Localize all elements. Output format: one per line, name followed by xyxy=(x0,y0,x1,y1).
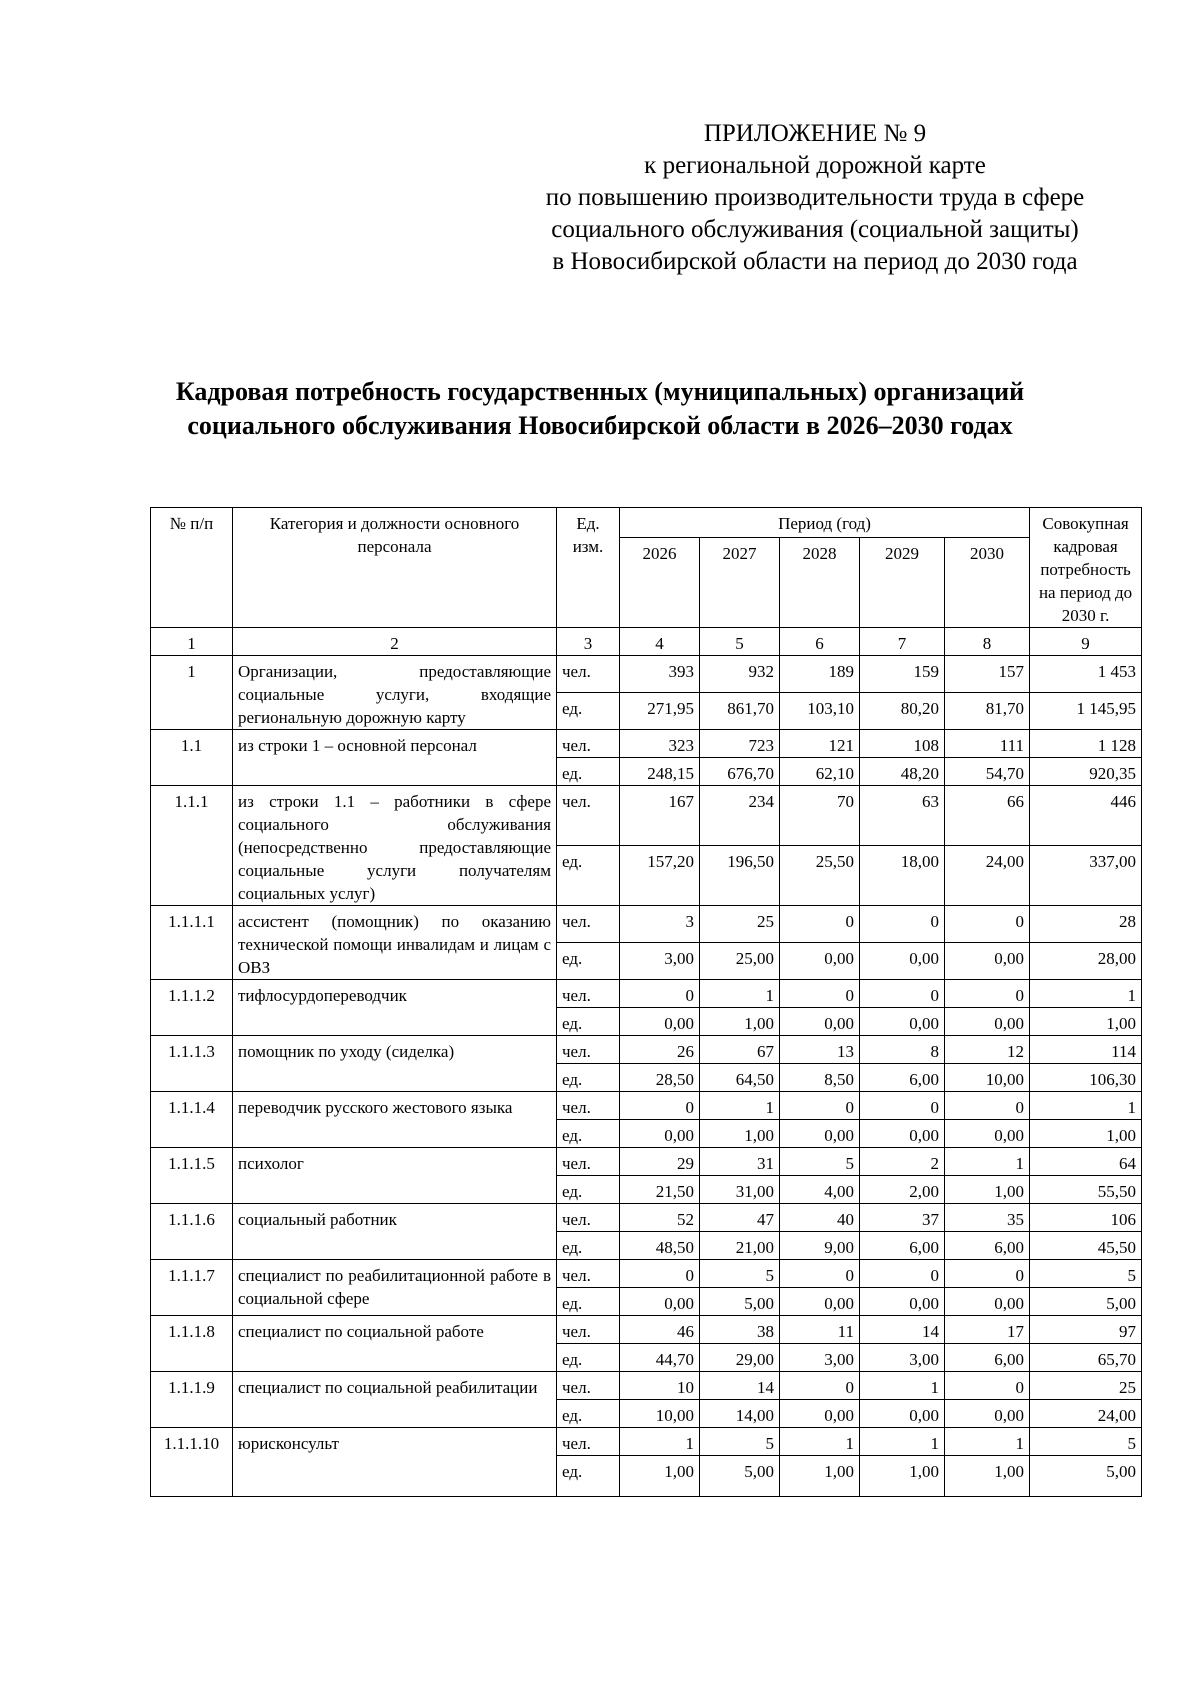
ed-value-2030: 6,00 xyxy=(945,1232,1030,1260)
chel-unit-cell: чел. xyxy=(557,980,620,1008)
ed-value-2027: 196,50 xyxy=(700,846,780,906)
header-year: 2027 xyxy=(700,538,780,628)
ed-value-2030: 0,00 xyxy=(945,1008,1030,1036)
chel-value-2026: 0 xyxy=(620,1260,700,1288)
chel-value-2029: 108 xyxy=(860,730,945,758)
row-name: помощник по уходу (сиделка) xyxy=(233,1036,557,1092)
table-row xyxy=(151,1204,1142,1232)
row-number: 1.1.1.1 xyxy=(151,906,233,980)
table-row xyxy=(151,1148,1142,1176)
ed-value-2028: 0,00 xyxy=(780,943,860,980)
chel-value-2029: 8 xyxy=(860,1036,945,1064)
ed-value-2030: 0,00 xyxy=(945,1120,1030,1148)
row-name: социальный работник xyxy=(233,1204,557,1260)
ed-total-cell: 65,70 xyxy=(1030,1344,1142,1372)
ed-value-2027: 1,00 xyxy=(700,1120,780,1148)
ed-value-2026: 10,00 xyxy=(620,1400,700,1428)
chel-value-2028: 5 xyxy=(780,1148,860,1176)
document-title xyxy=(100,375,1100,443)
chel-value-2030: 0 xyxy=(945,980,1030,1008)
chel-value-2028: 13 xyxy=(780,1036,860,1064)
ed-unit-cell: ед. xyxy=(557,693,620,730)
chel-unit-cell: чел. xyxy=(557,1036,620,1064)
chel-value-2029: 1 xyxy=(860,1372,945,1400)
chel-value-2026: 393 xyxy=(620,656,700,693)
chel-unit-cell: чел. xyxy=(557,1148,620,1176)
column-number: 8 xyxy=(945,628,1030,656)
ed-value-2027: 1,00 xyxy=(700,1008,780,1036)
ed-unit-cell: ед. xyxy=(557,1120,620,1148)
ed-total-cell: 5,00 xyxy=(1030,1288,1142,1316)
table-row xyxy=(151,1372,1142,1400)
chel-value-2028: 0 xyxy=(780,1260,860,1288)
chel-value-2028: 11 xyxy=(780,1316,860,1344)
row-name: психолог xyxy=(233,1148,557,1204)
ed-total-cell: 55,50 xyxy=(1030,1176,1142,1204)
chel-unit-cell: чел. xyxy=(557,1092,620,1120)
chel-total-cell: 1 xyxy=(1030,980,1142,1008)
table-row xyxy=(151,1036,1142,1064)
ed-value-2028: 8,50 xyxy=(780,1064,860,1092)
chel-value-2027: 1 xyxy=(700,980,780,1008)
ed-value-2029: 6,00 xyxy=(860,1064,945,1092)
ed-total-cell: 45,50 xyxy=(1030,1232,1142,1260)
column-number: 1 xyxy=(151,628,233,656)
chel-value-2029: 2 xyxy=(860,1148,945,1176)
row-name: специалист по социальной реабилитации xyxy=(233,1372,557,1428)
header-total: Совокупная кадровая потребность на период до 2030 г. xyxy=(1030,508,1142,628)
header-category: Категория и должности основного персонала xyxy=(233,508,557,628)
chel-value-2026: 323 xyxy=(620,730,700,758)
ed-unit-cell: ед. xyxy=(557,1064,620,1092)
chel-total-cell: 5 xyxy=(1030,1260,1142,1288)
column-number: 2 xyxy=(233,628,557,656)
ed-value-2029: 0,00 xyxy=(860,1288,945,1316)
ed-value-2027: 14,00 xyxy=(700,1400,780,1428)
ed-total-cell: 1,00 xyxy=(1030,1120,1142,1148)
header-period: Период (год) xyxy=(620,508,1030,538)
chel-value-2027: 5 xyxy=(700,1260,780,1288)
chel-value-2028: 0 xyxy=(780,980,860,1008)
ed-unit-cell: ед. xyxy=(557,1176,620,1204)
chel-value-2030: 157 xyxy=(945,656,1030,693)
chel-value-2030: 66 xyxy=(945,786,1030,846)
chel-value-2028: 0 xyxy=(780,906,860,943)
ed-value-2030: 0,00 xyxy=(945,1288,1030,1316)
row-number: 1.1.1.8 xyxy=(151,1316,233,1372)
ed-total-cell: 24,00 xyxy=(1030,1400,1142,1428)
chel-total-cell: 25 xyxy=(1030,1372,1142,1400)
ed-value-2028: 0,00 xyxy=(780,1008,860,1036)
ed-value-2028: 103,10 xyxy=(780,693,860,730)
chel-value-2029: 1 xyxy=(860,1428,945,1456)
table-row xyxy=(151,1428,1142,1456)
chel-value-2026: 167 xyxy=(620,786,700,846)
chel-value-2028: 121 xyxy=(780,730,860,758)
header-row xyxy=(151,508,1142,538)
chel-value-2030: 0 xyxy=(945,1092,1030,1120)
ed-value-2026: 248,15 xyxy=(620,758,700,786)
chel-value-2026: 46 xyxy=(620,1316,700,1344)
annex-line: по повышению производительности труда в сфере xyxy=(545,184,1085,211)
table-row xyxy=(151,730,1142,758)
ed-unit-cell: ед. xyxy=(557,846,620,906)
chel-value-2027: 723 xyxy=(700,730,780,758)
chel-unit-cell: чел. xyxy=(557,1316,620,1344)
ed-value-2028: 25,50 xyxy=(780,846,860,906)
table-row xyxy=(151,656,1142,693)
ed-value-2027: 64,50 xyxy=(700,1064,780,1092)
ed-unit-cell: ед. xyxy=(557,1008,620,1036)
chel-unit-cell: чел. xyxy=(557,1204,620,1232)
ed-unit-cell: ед. xyxy=(557,1288,620,1316)
chel-value-2027: 47 xyxy=(700,1204,780,1232)
chel-value-2030: 12 xyxy=(945,1036,1030,1064)
chel-value-2026: 1 xyxy=(620,1428,700,1456)
chel-value-2028: 1 xyxy=(780,1428,860,1456)
chel-value-2027: 234 xyxy=(700,786,780,846)
ed-total-cell: 106,30 xyxy=(1030,1064,1142,1092)
ed-value-2027: 676,70 xyxy=(700,758,780,786)
row-name: ассистент (помощник) по оказанию технической помощи инвалидам и лицам с ОВЗ xyxy=(233,906,557,980)
row-name: специалист по реабилитационной работе в социальной сфере xyxy=(233,1260,557,1316)
ed-total-cell: 1 145,95 xyxy=(1030,693,1142,730)
chel-value-2028: 40 xyxy=(780,1204,860,1232)
chel-value-2028: 189 xyxy=(780,656,860,693)
chel-value-2026: 29 xyxy=(620,1148,700,1176)
ed-total-cell: 28,00 xyxy=(1030,943,1142,980)
ed-value-2029: 0,00 xyxy=(860,943,945,980)
title-line: Кадровая потребность государственных (муниципальных) организаций xyxy=(175,377,1025,406)
row-name: тифлосурдопереводчик xyxy=(233,980,557,1036)
ed-value-2029: 1,00 xyxy=(860,1456,945,1497)
ed-value-2028: 62,10 xyxy=(780,758,860,786)
chel-unit-cell: чел. xyxy=(557,906,620,943)
ed-value-2026: 0,00 xyxy=(620,1008,700,1036)
ed-value-2029: 48,20 xyxy=(860,758,945,786)
ed-value-2029: 6,00 xyxy=(860,1232,945,1260)
ed-value-2026: 157,20 xyxy=(620,846,700,906)
ed-value-2026: 21,50 xyxy=(620,1176,700,1204)
ed-value-2029: 80,20 xyxy=(860,693,945,730)
chel-value-2029: 159 xyxy=(860,656,945,693)
ed-value-2027: 21,00 xyxy=(700,1232,780,1260)
ed-unit-cell: ед. xyxy=(557,1400,620,1428)
ed-value-2028: 1,00 xyxy=(780,1456,860,1497)
row-number: 1.1.1.5 xyxy=(151,1148,233,1204)
annex-line: к региональной дорожной карте xyxy=(644,152,986,179)
ed-total-cell: 1,00 xyxy=(1030,1008,1142,1036)
ed-value-2026: 48,50 xyxy=(620,1232,700,1260)
row-number: 1.1.1.4 xyxy=(151,1092,233,1148)
annex-number: ПРИЛОЖЕНИЕ № 9 xyxy=(703,120,927,147)
chel-value-2026: 10 xyxy=(620,1372,700,1400)
ed-value-2026: 44,70 xyxy=(620,1344,700,1372)
row-number: 1.1.1.9 xyxy=(151,1372,233,1428)
chel-value-2026: 26 xyxy=(620,1036,700,1064)
annex-line: социального обслуживания (социальной защиты) xyxy=(551,216,1079,243)
ed-value-2026: 0,00 xyxy=(620,1120,700,1148)
chel-value-2030: 0 xyxy=(945,1260,1030,1288)
chel-unit-cell: чел. xyxy=(557,1372,620,1400)
chel-value-2028: 0 xyxy=(780,1372,860,1400)
chel-value-2026: 3 xyxy=(620,906,700,943)
chel-value-2026: 0 xyxy=(620,1092,700,1120)
ed-value-2029: 2,00 xyxy=(860,1176,945,1204)
chel-unit-cell: чел. xyxy=(557,730,620,758)
column-number: 5 xyxy=(700,628,780,656)
chel-value-2027: 31 xyxy=(700,1148,780,1176)
table-body xyxy=(151,508,1142,1497)
ed-unit-cell: ед. xyxy=(557,943,620,980)
table-row xyxy=(151,980,1142,1008)
table-row xyxy=(151,906,1142,943)
ed-value-2026: 0,00 xyxy=(620,1288,700,1316)
header-year: 2030 xyxy=(945,538,1030,628)
chel-value-2029: 37 xyxy=(860,1204,945,1232)
chel-total-cell: 97 xyxy=(1030,1316,1142,1344)
ed-value-2028: 0,00 xyxy=(780,1400,860,1428)
chel-value-2030: 1 xyxy=(945,1148,1030,1176)
chel-value-2029: 14 xyxy=(860,1316,945,1344)
row-number: 1.1.1.2 xyxy=(151,980,233,1036)
chel-value-2027: 932 xyxy=(700,656,780,693)
chel-total-cell: 64 xyxy=(1030,1148,1142,1176)
ed-unit-cell: ед. xyxy=(557,1232,620,1260)
annex-line: в Новосибирской области на период до 2030 года xyxy=(552,248,1078,275)
table-row xyxy=(151,786,1142,846)
ed-value-2027: 861,70 xyxy=(700,693,780,730)
chel-value-2030: 0 xyxy=(945,906,1030,943)
row-number: 1.1.1.6 xyxy=(151,1204,233,1260)
ed-value-2028: 3,00 xyxy=(780,1344,860,1372)
header-unit: Ед. изм. xyxy=(557,508,620,628)
chel-value-2027: 67 xyxy=(700,1036,780,1064)
row-name: Организации, предоставляющие социальные услуги, входящие региональную дорожную карту xyxy=(233,656,557,730)
chel-value-2029: 63 xyxy=(860,786,945,846)
ed-value-2030: 10,00 xyxy=(945,1064,1030,1092)
ed-value-2029: 0,00 xyxy=(860,1008,945,1036)
ed-value-2028: 4,00 xyxy=(780,1176,860,1204)
ed-value-2028: 0,00 xyxy=(780,1288,860,1316)
ed-value-2027: 29,00 xyxy=(700,1344,780,1372)
chel-value-2028: 0 xyxy=(780,1092,860,1120)
chel-value-2030: 35 xyxy=(945,1204,1030,1232)
chel-unit-cell: чел. xyxy=(557,656,620,693)
table-row xyxy=(151,1260,1142,1288)
ed-unit-cell: ед. xyxy=(557,758,620,786)
header-num: № п/п xyxy=(151,508,233,628)
chel-value-2030: 17 xyxy=(945,1316,1030,1344)
row-name: переводчик русского жестового языка xyxy=(233,1092,557,1148)
chel-value-2027: 25 xyxy=(700,906,780,943)
ed-total-cell: 920,35 xyxy=(1030,758,1142,786)
ed-value-2028: 9,00 xyxy=(780,1232,860,1260)
table-row xyxy=(151,1092,1142,1120)
chel-value-2027: 38 xyxy=(700,1316,780,1344)
ed-unit-cell: ед. xyxy=(557,1456,620,1497)
chel-total-cell: 1 453 xyxy=(1030,656,1142,693)
chel-value-2029: 0 xyxy=(860,906,945,943)
column-number: 6 xyxy=(780,628,860,656)
chel-value-2029: 0 xyxy=(860,980,945,1008)
chel-value-2028: 70 xyxy=(780,786,860,846)
staffing-table xyxy=(150,507,1142,1497)
chel-total-cell: 114 xyxy=(1030,1036,1142,1064)
annex-header xyxy=(500,118,1130,278)
ed-value-2026: 271,95 xyxy=(620,693,700,730)
row-number: 1.1.1.10 xyxy=(151,1428,233,1497)
chel-value-2030: 111 xyxy=(945,730,1030,758)
chel-value-2029: 0 xyxy=(860,1260,945,1288)
row-name: юрисконсульт xyxy=(233,1428,557,1497)
ed-value-2029: 3,00 xyxy=(860,1344,945,1372)
chel-unit-cell: чел. xyxy=(557,786,620,846)
table-row xyxy=(151,1316,1142,1344)
ed-value-2030: 0,00 xyxy=(945,1400,1030,1428)
ed-value-2027: 5,00 xyxy=(700,1456,780,1497)
chel-total-cell: 446 xyxy=(1030,786,1142,846)
chel-value-2027: 14 xyxy=(700,1372,780,1400)
chel-unit-cell: чел. xyxy=(557,1428,620,1456)
ed-value-2030: 1,00 xyxy=(945,1176,1030,1204)
ed-value-2029: 18,00 xyxy=(860,846,945,906)
ed-unit-cell: ед. xyxy=(557,1344,620,1372)
chel-value-2030: 1 xyxy=(945,1428,1030,1456)
ed-value-2026: 3,00 xyxy=(620,943,700,980)
row-name: из строки 1 – основной персонал xyxy=(233,730,557,786)
ed-value-2026: 28,50 xyxy=(620,1064,700,1092)
ed-value-2030: 54,70 xyxy=(945,758,1030,786)
row-number: 1.1.1 xyxy=(151,786,233,906)
chel-total-cell: 1 xyxy=(1030,1092,1142,1120)
chel-value-2026: 0 xyxy=(620,980,700,1008)
chel-total-cell: 5 xyxy=(1030,1428,1142,1456)
ed-value-2030: 81,70 xyxy=(945,693,1030,730)
ed-value-2030: 24,00 xyxy=(945,846,1030,906)
column-number: 3 xyxy=(557,628,620,656)
ed-value-2027: 5,00 xyxy=(700,1288,780,1316)
chel-total-cell: 1 128 xyxy=(1030,730,1142,758)
row-name: из строки 1.1 – работники в сфере социального обслуживания (непосредственно предоставляющие социальные услуги получателям социальных услуг) xyxy=(233,786,557,906)
row-number: 1.1 xyxy=(151,730,233,786)
header-year: 2028 xyxy=(780,538,860,628)
ed-value-2027: 31,00 xyxy=(700,1176,780,1204)
chel-value-2027: 5 xyxy=(700,1428,780,1456)
chel-value-2026: 52 xyxy=(620,1204,700,1232)
chel-value-2029: 0 xyxy=(860,1092,945,1120)
row-number: 1 xyxy=(151,656,233,730)
header-year: 2026 xyxy=(620,538,700,628)
ed-total-cell: 5,00 xyxy=(1030,1456,1142,1497)
title-line: социального обслуживания Новосибирской области в 2026–2030 годах xyxy=(187,411,1013,440)
chel-total-cell: 28 xyxy=(1030,906,1142,943)
column-number-row xyxy=(151,628,1142,656)
ed-value-2027: 25,00 xyxy=(700,943,780,980)
chel-unit-cell: чел. xyxy=(557,1260,620,1288)
row-number: 1.1.1.7 xyxy=(151,1260,233,1316)
column-number: 7 xyxy=(860,628,945,656)
chel-value-2030: 0 xyxy=(945,1372,1030,1400)
ed-value-2029: 0,00 xyxy=(860,1400,945,1428)
chel-total-cell: 106 xyxy=(1030,1204,1142,1232)
ed-value-2030: 1,00 xyxy=(945,1456,1030,1497)
header-year: 2029 xyxy=(860,538,945,628)
ed-value-2030: 6,00 xyxy=(945,1344,1030,1372)
row-name: специалист по социальной работе xyxy=(233,1316,557,1372)
column-number: 9 xyxy=(1030,628,1142,656)
ed-value-2030: 0,00 xyxy=(945,943,1030,980)
chel-value-2027: 1 xyxy=(700,1092,780,1120)
column-number: 4 xyxy=(620,628,700,656)
row-number: 1.1.1.3 xyxy=(151,1036,233,1092)
ed-value-2028: 0,00 xyxy=(780,1120,860,1148)
ed-value-2026: 1,00 xyxy=(620,1456,700,1497)
ed-value-2029: 0,00 xyxy=(860,1120,945,1148)
ed-total-cell: 337,00 xyxy=(1030,846,1142,906)
